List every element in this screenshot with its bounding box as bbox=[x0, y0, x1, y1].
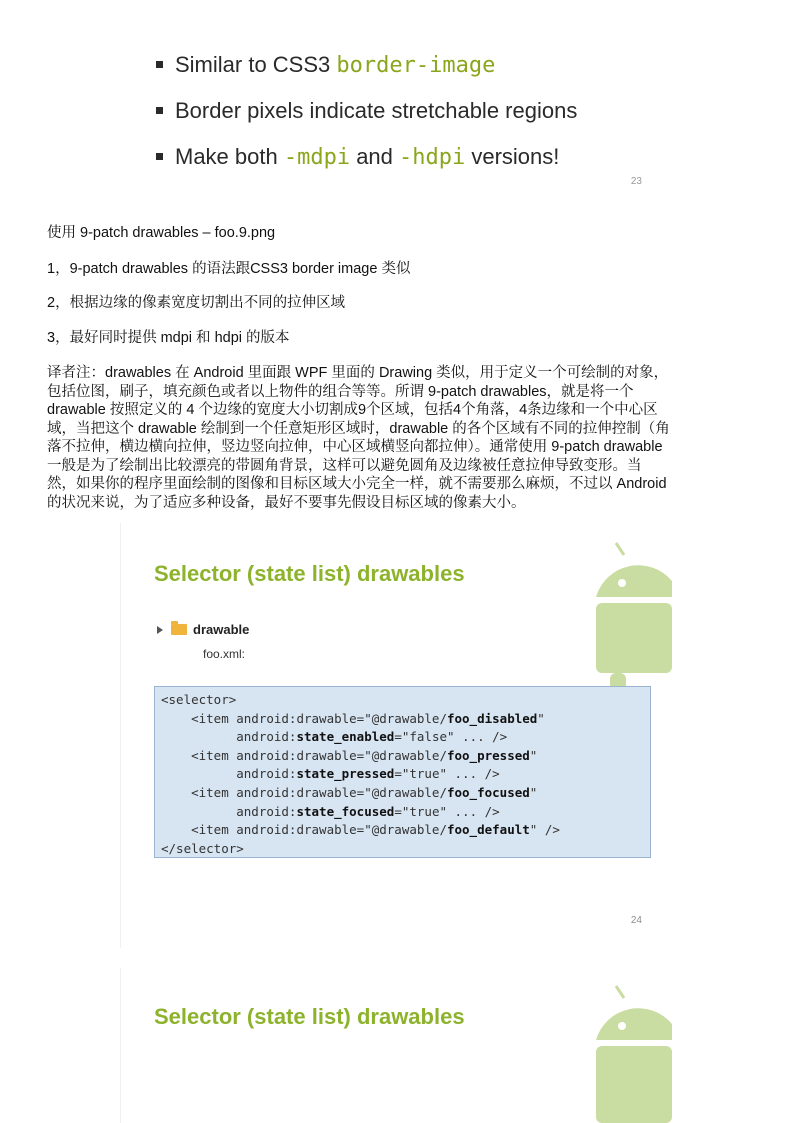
bullet-text: Make both bbox=[175, 144, 284, 169]
note-line: 译者注：drawables 在 Android 里面跟 WPF 里面的 Drawing 类似，用于定义一个可绘制的对象， bbox=[47, 365, 669, 381]
folder-name: drawable bbox=[193, 622, 250, 637]
list-item: 3，最好同时提供 mdpi 和 hdpi 的版本 bbox=[47, 330, 290, 346]
code-line: <item android:drawable="@drawable/foo_disabled" bbox=[161, 710, 545, 726]
note-line: 落不拉伸，横边横向拉伸，竖边竖向拉伸，中心区域横竖向都拉伸）。通常使用 9-patch drawable bbox=[47, 439, 663, 455]
bullet-text: versions! bbox=[465, 144, 560, 169]
slide-24 bbox=[120, 523, 672, 948]
folder-icon bbox=[171, 624, 187, 635]
bullet-text: and bbox=[350, 144, 400, 169]
page-number: 24 bbox=[630, 915, 642, 926]
code-line: android:state_enabled="false" ... /> bbox=[161, 729, 508, 745]
code-line: </selector> bbox=[161, 840, 244, 856]
expand-triangle-icon bbox=[157, 626, 163, 634]
note-line: 域，当把这个 drawable 绘制到一个任意矩形区域时，drawable 的各个区域有不同的拉伸控制（角 bbox=[47, 420, 670, 437]
slide-23 bbox=[120, 30, 670, 190]
bullet-text: Similar to CSS3 bbox=[175, 52, 337, 77]
file-name: foo.xml: bbox=[203, 647, 246, 661]
bullet-1 bbox=[156, 52, 495, 78]
slide-title: Selector (state list) drawables bbox=[154, 561, 465, 586]
list-item: 2，根据边缘的像素宽度切割出不同的拉伸区域 bbox=[47, 295, 346, 311]
folder-row bbox=[157, 622, 249, 637]
code-line: <item android:drawable="@drawable/foo_pressed" bbox=[161, 747, 538, 763]
android-mascot-icon bbox=[588, 541, 672, 691]
page-number: 23 bbox=[630, 176, 642, 187]
code-line: <selector> bbox=[161, 692, 237, 707]
android-mascot-icon bbox=[588, 984, 672, 1123]
bullet-square-icon bbox=[156, 61, 163, 68]
note-line: 的状况来说，为了适应多种设备，最好不要事先假设目标区域的像素大小。 bbox=[47, 494, 526, 511]
code-line: android:state_focused="true" ... /> bbox=[161, 803, 500, 819]
code-block bbox=[154, 686, 651, 858]
code-line: android:state_pressed="true" ... /> bbox=[161, 766, 500, 782]
bullet-square-icon bbox=[156, 107, 163, 114]
bullet-code: -hdpi bbox=[399, 145, 466, 170]
bullet-code: -mdpi bbox=[283, 145, 351, 170]
code-line: <item android:drawable="@drawable/foo_focused" bbox=[161, 784, 538, 800]
code-line: <item android:drawable="@drawable/foo_default" /> bbox=[161, 822, 560, 838]
bullet-square-icon bbox=[156, 153, 163, 160]
bullet-code: border-image bbox=[336, 53, 496, 78]
note-line: 包括位图，刷子，填充颜色或者以上物件的组合等等。所谓 9-patch drawables，就是将一个 bbox=[47, 383, 634, 400]
note-line: drawable 按照定义的 4 个边缘的宽度大小切割成9个区域，包括4个角落，4条边缘和一个中心区 bbox=[47, 402, 658, 418]
translator-note bbox=[47, 364, 747, 512]
slide-title: Selector (state list) drawables bbox=[154, 1004, 465, 1029]
note-line: 一般是为了绘制出比较漂亮的带圆角背景，这样可以避免圆角及边缘被任意拉伸导致变形。当 bbox=[47, 457, 642, 474]
bullet-text: Border pixels indicate stretchable regions bbox=[175, 98, 578, 123]
note-line: 然，如果你的程序里面绘制的图像和目标区域大小完全一样，就不需要那么麻烦，不过以 Android bbox=[47, 476, 667, 492]
bullet-2 bbox=[156, 98, 577, 124]
section-heading: 使用 9-patch drawables – foo.9.png bbox=[47, 225, 276, 241]
bullet-3 bbox=[156, 144, 559, 170]
slide-25-partial bbox=[120, 968, 672, 1123]
list-item: 1，9-patch drawables 的语法跟CSS3 border image 类似 bbox=[47, 261, 411, 277]
